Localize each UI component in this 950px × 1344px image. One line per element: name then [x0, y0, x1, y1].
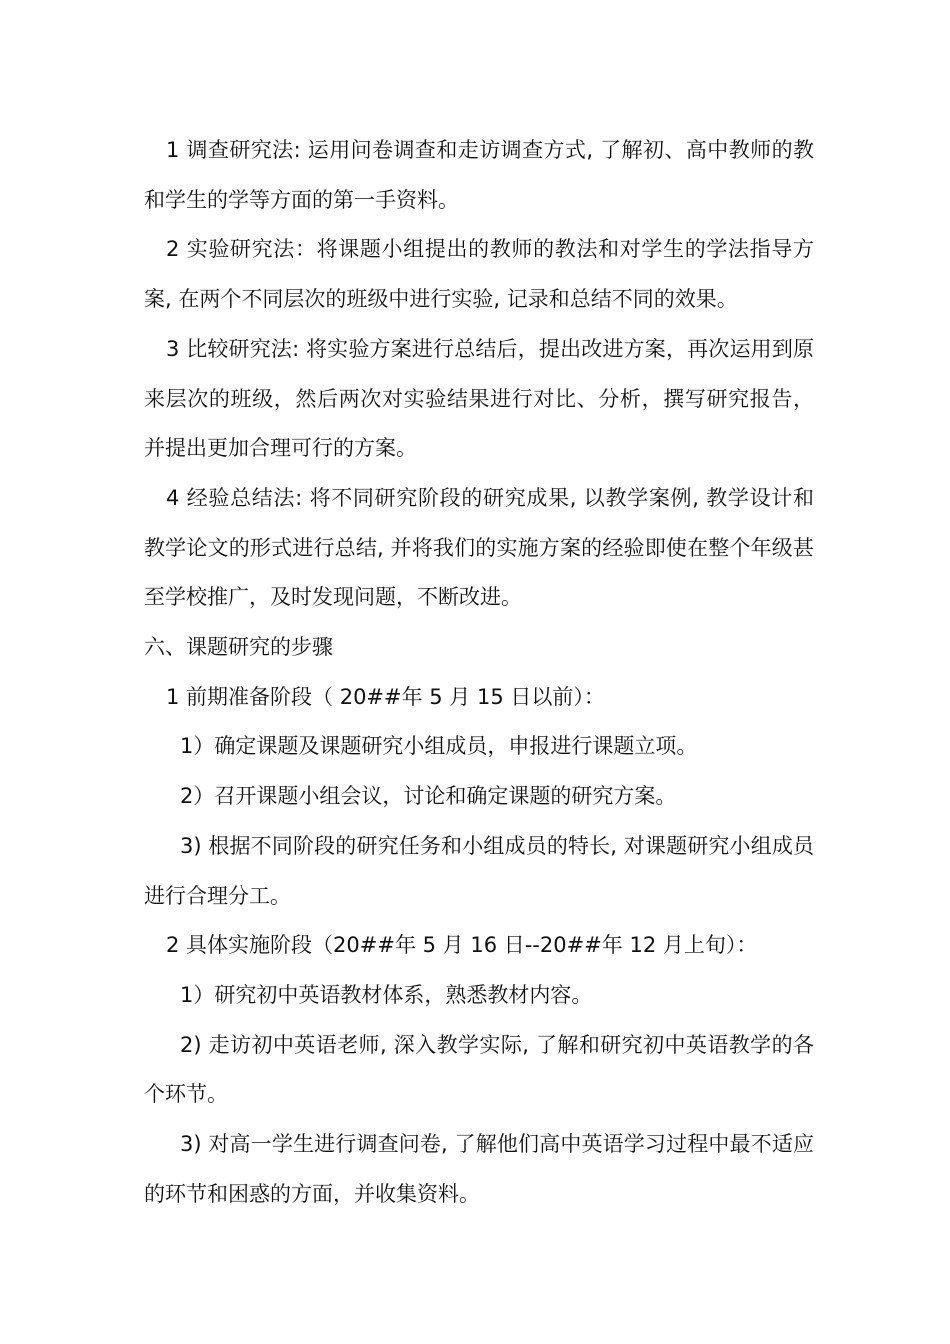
stage-heading-preparation: 1 前期准备阶段（ 20##年 5 月 15 日以前）：: [166, 684, 605, 709]
stage-heading-implementation: 2 具体实施阶段（20##年 5 月 16 日--20##年 12 月上旬）：: [166, 933, 758, 958]
method-paragraph-survey: 1 调查研究法: 运用问卷调查和走访调查方式, 了解初、高中教师的教和学生的学等方面的第一手资料。: [144, 138, 814, 212]
method-paragraph-experiment: 2 实验研究法：将课题小组提出的教师的教法和对学生的学法指导方案, 在两个不同层次的班级中进行实验, 记录和总结不同的效果。: [144, 237, 814, 312]
stage-item: 2）召开课题小组会议，讨论和确定课题的研究方案。: [180, 784, 677, 809]
method-paragraph-comparison: 3 比较研究法: 将实验方案进行总结后，提出改进方案，再次运用到原来层次的班级，然后两次对实验结果进行对比、分析，撰写研究报告，并提出更加合理可行的方案。: [144, 336, 814, 461]
stage-item: 3) 对高一学生进行调查问卷, 了解他们高中英语学习过程中最不适应的环节和困惑的方面，并收集资料。: [144, 1132, 814, 1206]
stage-item: 2) 走访初中英语老师, 深入教学实际, 了解和研究初中英语教学的各个环节。: [144, 1032, 814, 1107]
section-heading-steps: 六、课题研究的步骤: [144, 635, 333, 660]
method-paragraph-summary: 4 经验总结法: 将不同研究阶段的研究成果, 以教学案例, 教学设计和教学论文的形式进行总结, 并将我们的实施方案的经验即使在整个年级甚至学校推广，及时发现问题，不断改进。: [144, 485, 814, 610]
stage-item: 3) 根据不同阶段的研究任务和小组成员的特长, 对课题研究小组成员进行合理分工。: [144, 833, 814, 908]
stage-item: 1）确定课题及课题研究小组成员，申报进行课题立项。: [180, 734, 698, 759]
stage-item: 1）研究初中英语教材体系，熟悉教材内容。: [180, 982, 593, 1007]
document-body: [144, 126, 814, 1219]
